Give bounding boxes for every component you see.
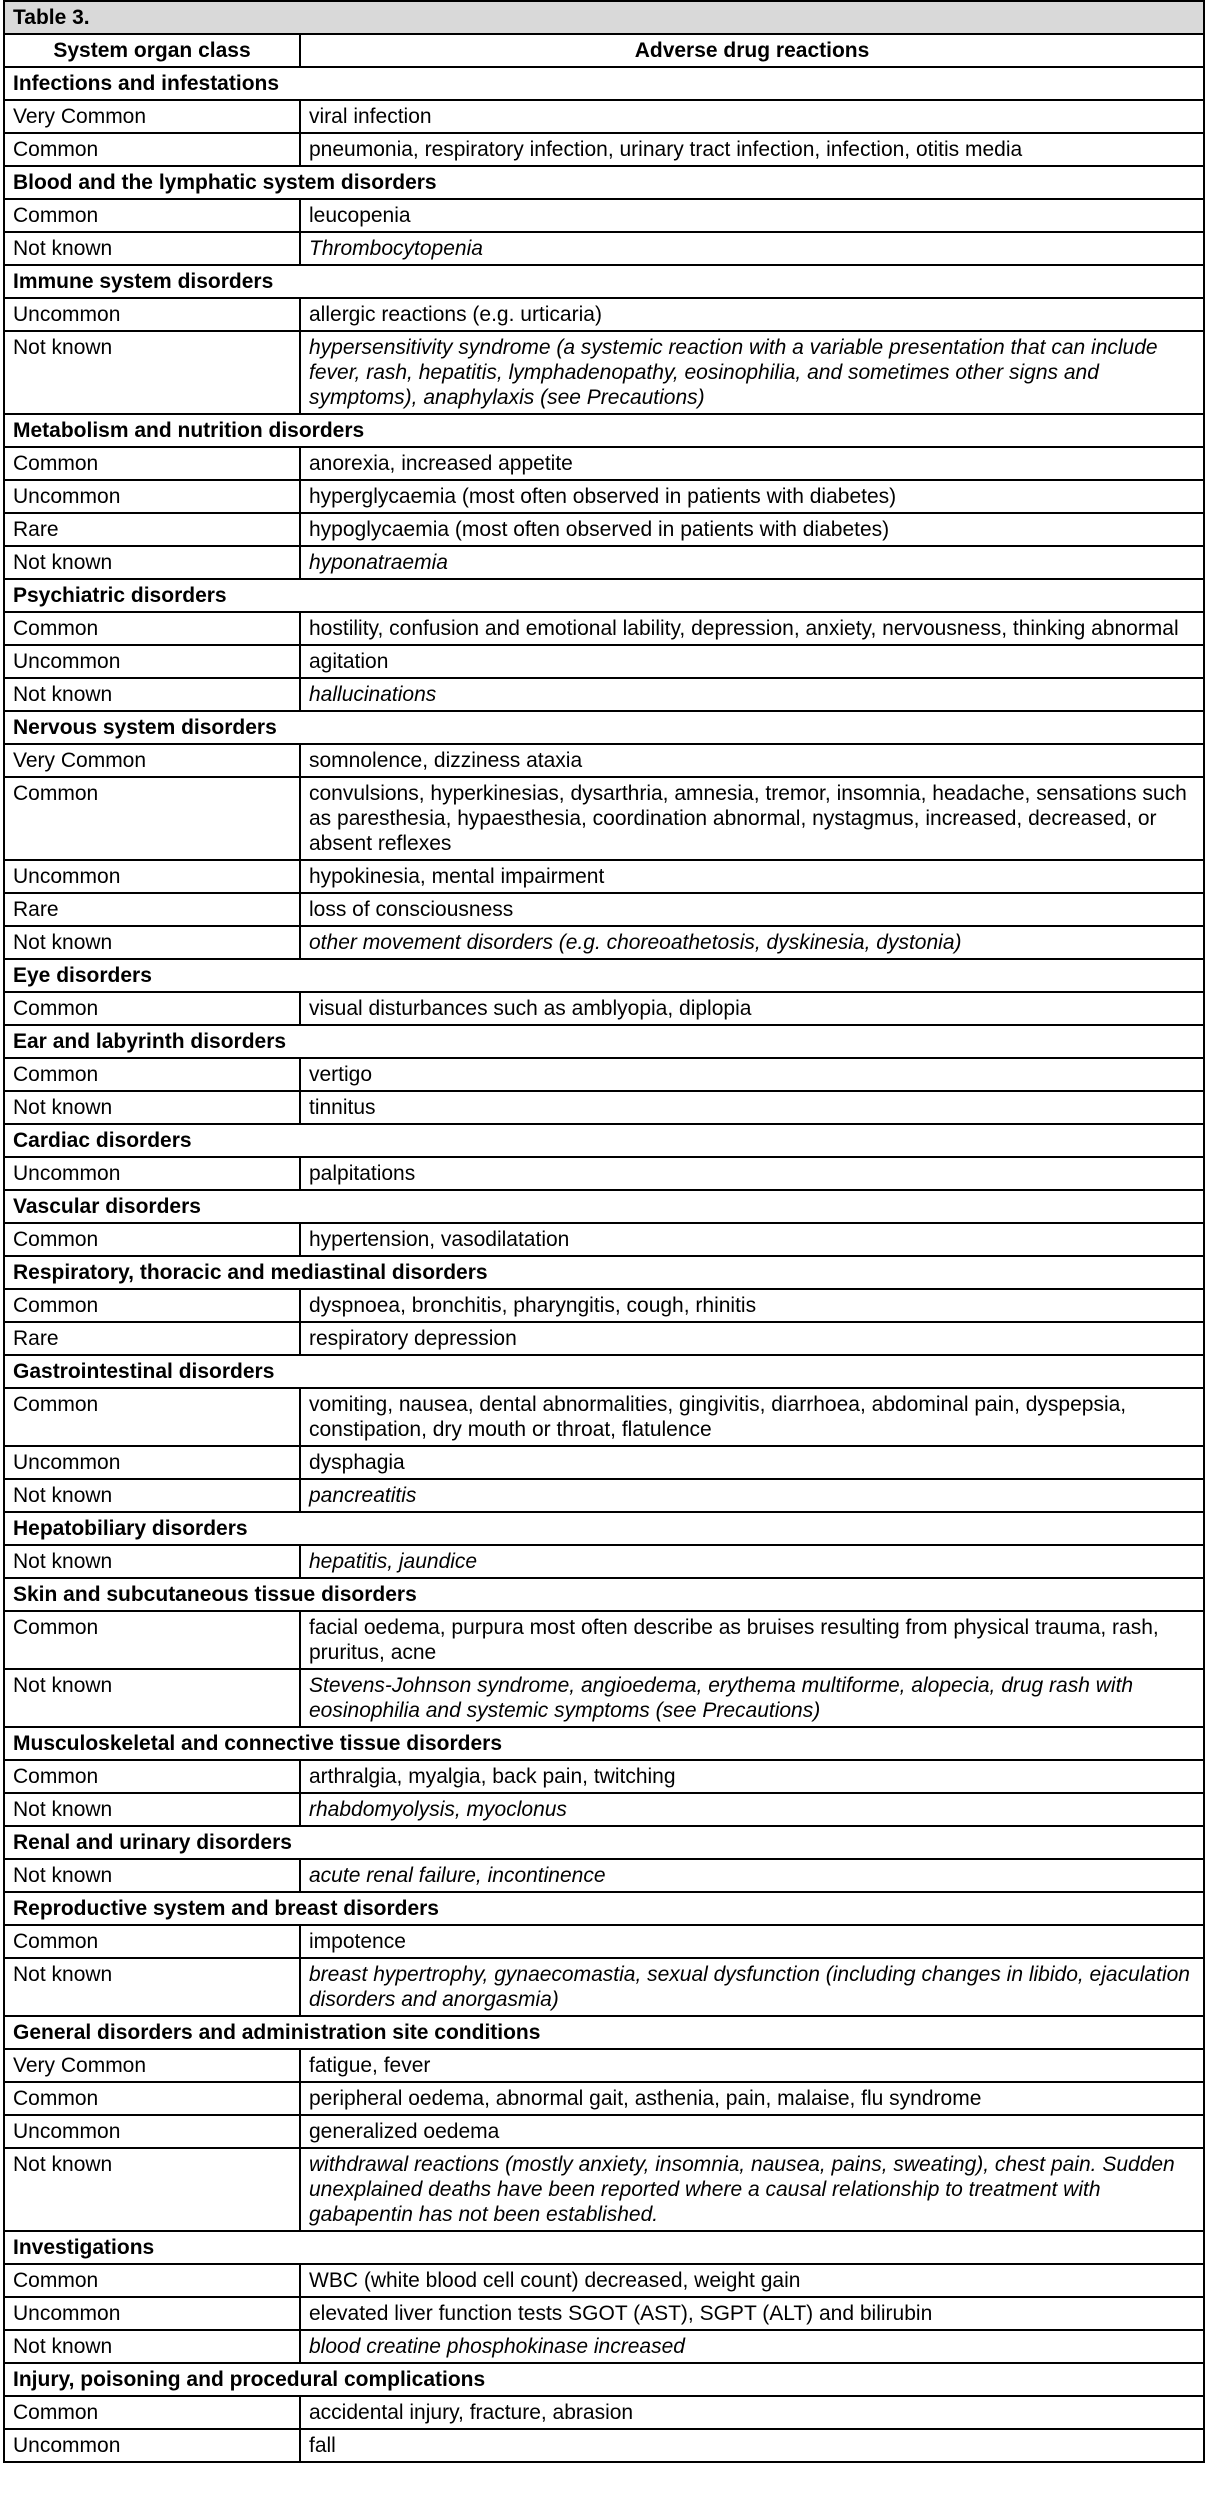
frequency-cell: Common <box>4 2082 300 2115</box>
reaction-cell: Thrombocytopenia <box>300 232 1204 265</box>
reaction-cell: viral infection <box>300 100 1204 133</box>
system-organ-class-title: Investigations <box>4 2231 1204 2264</box>
frequency-cell: Rare <box>4 1322 300 1355</box>
frequency-cell: Common <box>4 447 300 480</box>
system-organ-class-row <box>4 67 1204 100</box>
system-organ-class-title: Infections and infestations <box>4 67 1204 100</box>
reaction-cell: withdrawal reactions (mostly anxiety, insomnia, nausea, pains, sweating), chest pain. Sudden unexplained deaths have been reported where a causal relationship to treatment with gabapentin has not been established. <box>300 2148 1204 2231</box>
frequency-cell: Uncommon <box>4 1157 300 1190</box>
system-organ-class-row <box>4 959 1204 992</box>
reaction-cell: facial oedema, purpura most often describe as bruises resulting from physical trauma, rash, pruritus, acne <box>300 1611 1204 1669</box>
reaction-cell: arthralgia, myalgia, back pain, twitching <box>300 1760 1204 1793</box>
table-row <box>4 2429 1204 2462</box>
frequency-cell: Common <box>4 1760 300 1793</box>
frequency-cell: Uncommon <box>4 2297 300 2330</box>
frequency-cell: Not known <box>4 2330 300 2363</box>
table-row <box>4 2297 1204 2330</box>
reaction-cell: vomiting, nausea, dental abnormalities, gingivitis, diarrhoea, abdominal pain, dyspepsia, constipation, dry mouth or throat, flatulence <box>300 1388 1204 1446</box>
system-organ-class-row <box>4 2231 1204 2264</box>
table-row <box>4 893 1204 926</box>
system-organ-class-row <box>4 1892 1204 1925</box>
table-row <box>4 1091 1204 1124</box>
table-row <box>4 1157 1204 1190</box>
frequency-cell: Not known <box>4 1669 300 1727</box>
table-row <box>4 1388 1204 1446</box>
table-caption: Table 3. <box>4 1 1204 34</box>
frequency-cell: Not known <box>4 1958 300 2016</box>
table-body <box>4 67 1204 2462</box>
header-system-organ-class: System organ class <box>4 34 300 67</box>
table-row <box>4 2264 1204 2297</box>
system-organ-class-title: Injury, poisoning and procedural complications <box>4 2363 1204 2396</box>
table-row <box>4 1958 1204 2016</box>
reaction-cell: vertigo <box>300 1058 1204 1091</box>
reaction-cell: hypersensitivity syndrome (a systemic reaction with a variable presentation that can include fever, rash, hepatitis, lymphadenopathy, eosinophilia, and sometimes other signs and symptoms), anaphylaxis (see Precautions) <box>300 331 1204 414</box>
reaction-cell: dyspnoea, bronchitis, pharyngitis, cough, rhinitis <box>300 1289 1204 1322</box>
header-adverse-drug-reactions: Adverse drug reactions <box>300 34 1204 67</box>
reaction-cell: hyperglycaemia (most often observed in patients with diabetes) <box>300 480 1204 513</box>
table-row <box>4 612 1204 645</box>
reaction-cell: dysphagia <box>300 1446 1204 1479</box>
reaction-cell: pneumonia, respiratory infection, urinary tract infection, infection, otitis media <box>300 133 1204 166</box>
system-organ-class-title: Metabolism and nutrition disorders <box>4 414 1204 447</box>
frequency-cell: Not known <box>4 1545 300 1578</box>
system-organ-class-row <box>4 579 1204 612</box>
frequency-cell: Very Common <box>4 744 300 777</box>
table-row <box>4 1611 1204 1669</box>
table-row <box>4 2049 1204 2082</box>
reaction-cell: generalized oedema <box>300 2115 1204 2148</box>
system-organ-class-title: Renal and urinary disorders <box>4 1826 1204 1859</box>
table-row <box>4 100 1204 133</box>
frequency-cell: Very Common <box>4 100 300 133</box>
reaction-cell: anorexia, increased appetite <box>300 447 1204 480</box>
frequency-cell: Uncommon <box>4 645 300 678</box>
system-organ-class-title: Immune system disorders <box>4 265 1204 298</box>
frequency-cell: Not known <box>4 678 300 711</box>
system-organ-class-title: Blood and the lymphatic system disorders <box>4 166 1204 199</box>
frequency-cell: Not known <box>4 546 300 579</box>
reaction-cell: fall <box>300 2429 1204 2462</box>
table-row <box>4 1289 1204 1322</box>
reaction-cell: impotence <box>300 1925 1204 1958</box>
table-row <box>4 447 1204 480</box>
frequency-cell: Uncommon <box>4 2115 300 2148</box>
table-row <box>4 1322 1204 1355</box>
frequency-cell: Common <box>4 1611 300 1669</box>
system-organ-class-row <box>4 265 1204 298</box>
table-row <box>4 992 1204 1025</box>
system-organ-class-title: General disorders and administration site conditions <box>4 2016 1204 2049</box>
system-organ-class-row <box>4 1727 1204 1760</box>
frequency-cell: Uncommon <box>4 298 300 331</box>
adverse-reactions-table <box>3 0 1205 2463</box>
reaction-cell: WBC (white blood cell count) decreased, weight gain <box>300 2264 1204 2297</box>
frequency-cell: Common <box>4 992 300 1025</box>
caption-row <box>4 1 1204 34</box>
reaction-cell: fatigue, fever <box>300 2049 1204 2082</box>
table-row <box>4 678 1204 711</box>
table-row <box>4 1925 1204 1958</box>
table-row <box>4 199 1204 232</box>
frequency-cell: Common <box>4 199 300 232</box>
reaction-cell: palpitations <box>300 1157 1204 1190</box>
system-organ-class-title: Psychiatric disorders <box>4 579 1204 612</box>
reaction-cell: hyponatraemia <box>300 546 1204 579</box>
system-organ-class-row <box>4 1355 1204 1388</box>
frequency-cell: Not known <box>4 1793 300 1826</box>
table-row <box>4 2115 1204 2148</box>
table-row <box>4 860 1204 893</box>
frequency-cell: Not known <box>4 232 300 265</box>
system-organ-class-title: Reproductive system and breast disorders <box>4 1892 1204 1925</box>
frequency-cell: Uncommon <box>4 1446 300 1479</box>
system-organ-class-title: Respiratory, thoracic and mediastinal disorders <box>4 1256 1204 1289</box>
frequency-cell: Common <box>4 612 300 645</box>
frequency-cell: Not known <box>4 1479 300 1512</box>
table-row <box>4 1223 1204 1256</box>
system-organ-class-row <box>4 1190 1204 1223</box>
system-organ-class-row <box>4 2016 1204 2049</box>
frequency-cell: Uncommon <box>4 2429 300 2462</box>
reaction-cell: agitation <box>300 645 1204 678</box>
reaction-cell: blood creatine phosphokinase increased <box>300 2330 1204 2363</box>
frequency-cell: Not known <box>4 1859 300 1892</box>
reaction-cell: leucopenia <box>300 199 1204 232</box>
frequency-cell: Common <box>4 1925 300 1958</box>
table-row <box>4 1793 1204 1826</box>
frequency-cell: Rare <box>4 893 300 926</box>
reaction-cell: other movement disorders (e.g. choreoathetosis, dyskinesia, dystonia) <box>300 926 1204 959</box>
reaction-cell: visual disturbances such as amblyopia, diplopia <box>300 992 1204 1025</box>
system-organ-class-row <box>4 166 1204 199</box>
system-organ-class-row <box>4 1826 1204 1859</box>
table-row <box>4 777 1204 860</box>
reaction-cell: peripheral oedema, abnormal gait, asthenia, pain, malaise, flu syndrome <box>300 2082 1204 2115</box>
system-organ-class-title: Cardiac disorders <box>4 1124 1204 1157</box>
frequency-cell: Uncommon <box>4 860 300 893</box>
table-row <box>4 2330 1204 2363</box>
system-organ-class-row <box>4 2363 1204 2396</box>
system-organ-class-title: Vascular disorders <box>4 1190 1204 1223</box>
system-organ-class-title: Gastrointestinal disorders <box>4 1355 1204 1388</box>
frequency-cell: Very Common <box>4 2049 300 2082</box>
system-organ-class-row <box>4 1256 1204 1289</box>
reaction-cell: rhabdomyolysis, myoclonus <box>300 1793 1204 1826</box>
frequency-cell: Not known <box>4 926 300 959</box>
frequency-cell: Not known <box>4 2148 300 2231</box>
table-row <box>4 645 1204 678</box>
reaction-cell: hepatitis, jaundice <box>300 1545 1204 1578</box>
system-organ-class-row <box>4 711 1204 744</box>
table-row <box>4 926 1204 959</box>
reaction-cell: hostility, confusion and emotional lability, depression, anxiety, nervousness, thinking abnormal <box>300 612 1204 645</box>
reaction-cell: pancreatitis <box>300 1479 1204 1512</box>
table-row <box>4 480 1204 513</box>
table-row <box>4 1545 1204 1578</box>
table-row <box>4 2082 1204 2115</box>
frequency-cell: Not known <box>4 331 300 414</box>
frequency-cell: Common <box>4 1388 300 1446</box>
table-row <box>4 1669 1204 1727</box>
frequency-cell: Common <box>4 1289 300 1322</box>
system-organ-class-row <box>4 1578 1204 1611</box>
table-row <box>4 1859 1204 1892</box>
table-row <box>4 331 1204 414</box>
frequency-cell: Common <box>4 777 300 860</box>
table-row <box>4 232 1204 265</box>
reaction-cell: somnolence, dizziness ataxia <box>300 744 1204 777</box>
table-row <box>4 2396 1204 2429</box>
frequency-cell: Common <box>4 133 300 166</box>
system-organ-class-title: Nervous system disorders <box>4 711 1204 744</box>
system-organ-class-title: Ear and labyrinth disorders <box>4 1025 1204 1058</box>
table-row <box>4 1760 1204 1793</box>
frequency-cell: Common <box>4 2264 300 2297</box>
table-row <box>4 546 1204 579</box>
table-row <box>4 2148 1204 2231</box>
reaction-cell: hypoglycaemia (most often observed in patients with diabetes) <box>300 513 1204 546</box>
frequency-cell: Common <box>4 1223 300 1256</box>
frequency-cell: Rare <box>4 513 300 546</box>
table-row <box>4 1479 1204 1512</box>
table-row <box>4 1058 1204 1091</box>
table-row <box>4 133 1204 166</box>
system-organ-class-row <box>4 1025 1204 1058</box>
reaction-cell: accidental injury, fracture, abrasion <box>300 2396 1204 2429</box>
system-organ-class-row <box>4 1124 1204 1157</box>
reaction-cell: convulsions, hyperkinesias, dysarthria, amnesia, tremor, insomnia, headache, sensations such as paresthesia, hypaesthesia, coordination abnormal, nystagmus, increased, decreased, or absent reflexes <box>300 777 1204 860</box>
system-organ-class-title: Hepatobiliary disorders <box>4 1512 1204 1545</box>
reaction-cell: Stevens-Johnson syndrome, angioedema, erythema multiforme, alopecia, drug rash with eosinophilia and systemic symptoms (see Precautions) <box>300 1669 1204 1727</box>
table-row <box>4 1446 1204 1479</box>
table-row <box>4 513 1204 546</box>
reaction-cell: breast hypertrophy, gynaecomastia, sexual dysfunction (including changes in libido, ejaculation disorders and anorgasmia) <box>300 1958 1204 2016</box>
table-row <box>4 298 1204 331</box>
reaction-cell: allergic reactions (e.g. urticaria) <box>300 298 1204 331</box>
system-organ-class-title: Eye disorders <box>4 959 1204 992</box>
table-row <box>4 744 1204 777</box>
system-organ-class-title: Skin and subcutaneous tissue disorders <box>4 1578 1204 1611</box>
system-organ-class-row <box>4 414 1204 447</box>
frequency-cell: Common <box>4 1058 300 1091</box>
header-row <box>4 34 1204 67</box>
frequency-cell: Uncommon <box>4 480 300 513</box>
reaction-cell: respiratory depression <box>300 1322 1204 1355</box>
reaction-cell: hallucinations <box>300 678 1204 711</box>
reaction-cell: hypertension, vasodilatation <box>300 1223 1204 1256</box>
frequency-cell: Common <box>4 2396 300 2429</box>
reaction-cell: hypokinesia, mental impairment <box>300 860 1204 893</box>
system-organ-class-title: Musculoskeletal and connective tissue disorders <box>4 1727 1204 1760</box>
reaction-cell: tinnitus <box>300 1091 1204 1124</box>
frequency-cell: Not known <box>4 1091 300 1124</box>
reaction-cell: acute renal failure, incontinence <box>300 1859 1204 1892</box>
reaction-cell: loss of consciousness <box>300 893 1204 926</box>
reaction-cell: elevated liver function tests SGOT (AST), SGPT (ALT) and bilirubin <box>300 2297 1204 2330</box>
system-organ-class-row <box>4 1512 1204 1545</box>
